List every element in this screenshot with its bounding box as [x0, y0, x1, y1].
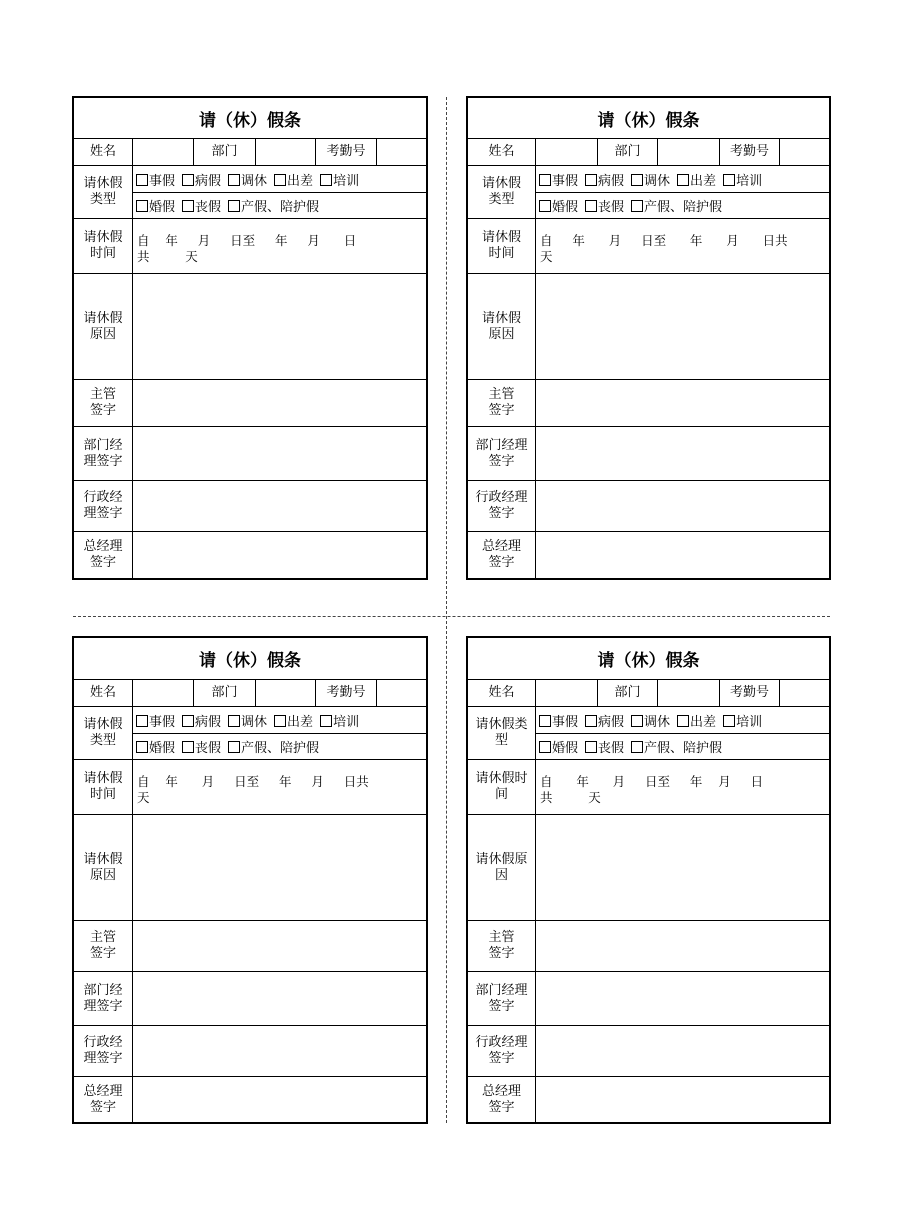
leave-type-option[interactable]: 事假: [136, 711, 175, 730]
leave-type-options-row1: [536, 166, 829, 193]
horizontal-cut-line: [73, 616, 830, 617]
department-field[interactable]: [658, 680, 720, 707]
leave-type-option[interactable]: 培训: [723, 170, 762, 189]
leave-reason-label: 请休假 原因: [74, 815, 133, 921]
general-manager-signature-field[interactable]: [133, 532, 426, 578]
leave-time-label: 请休假时 间: [468, 760, 536, 815]
checkbox-icon[interactable]: [228, 715, 240, 727]
leave-type-option[interactable]: 事假: [539, 170, 578, 189]
checkbox-icon[interactable]: [136, 200, 148, 212]
leave-reason-label: 请休假原 因: [468, 815, 536, 921]
attendance-number-label: 考勤号: [720, 139, 780, 166]
checkbox-icon[interactable]: [274, 174, 286, 186]
name-label: 姓名: [74, 680, 133, 707]
form-title: 请（休）假条: [74, 638, 426, 680]
checkbox-icon[interactable]: [585, 741, 597, 753]
admin-manager-signature-field[interactable]: [133, 481, 426, 532]
attendance-number-field[interactable]: [377, 139, 426, 166]
department-label: 部门: [598, 680, 658, 707]
leave-type-options-row2: [536, 193, 829, 219]
leave-type-label: 请休假类 型: [468, 707, 536, 760]
leave-reason-field[interactable]: [133, 815, 426, 921]
attendance-number-label: 考勤号: [316, 139, 377, 166]
supervisor-signature-field[interactable]: [536, 380, 829, 427]
leave-type-option[interactable]: 调休: [228, 170, 267, 189]
leave-type-option[interactable]: 婚假: [136, 737, 175, 756]
leave-type-option[interactable]: 丧假: [585, 196, 624, 215]
general-manager-signature-label: 总经理 签字: [74, 1077, 133, 1122]
vertical-cut-line: [446, 97, 447, 1123]
leave-type-option[interactable]: 产假、陪护假: [228, 737, 319, 756]
general-manager-signature-label: 总经理 签字: [74, 532, 133, 578]
leave-type-options-row1: [536, 707, 829, 734]
checkbox-icon[interactable]: [182, 715, 194, 727]
leave-time-label: 请休假 时间: [74, 219, 133, 274]
admin-manager-signature-field[interactable]: [133, 1026, 426, 1077]
department-manager-signature-label: 部门经理 签字: [468, 427, 536, 481]
leave-type-option[interactable]: 婚假: [136, 196, 175, 215]
leave-type-options-row1: [133, 166, 426, 193]
checkbox-icon[interactable]: [631, 741, 643, 753]
leave-time-label: 请休假 时间: [468, 219, 536, 274]
general-manager-signature-field[interactable]: [536, 1077, 829, 1122]
attendance-number-field[interactable]: [377, 680, 426, 707]
admin-manager-signature-label: 行政经 理签字: [74, 481, 133, 532]
leave-time-field[interactable]: [133, 760, 426, 815]
general-manager-signature-field[interactable]: [536, 532, 829, 578]
admin-manager-signature-label: 行政经 理签字: [74, 1026, 133, 1077]
checkbox-icon[interactable]: [585, 715, 597, 727]
checkbox-icon[interactable]: [228, 200, 240, 212]
admin-manager-signature-field[interactable]: [536, 1026, 829, 1077]
leave-type-option[interactable]: 病假: [585, 711, 624, 730]
leave-days-line: 共 天: [137, 249, 198, 264]
form-title: 请（休）假条: [468, 638, 829, 680]
leave-reason-label: 请休假 原因: [74, 274, 133, 380]
leave-type-options-row2: [133, 734, 426, 760]
leave-time-field[interactable]: [536, 760, 829, 815]
leave-type-option[interactable]: 病假: [182, 711, 221, 730]
checkbox-icon[interactable]: [539, 715, 551, 727]
supervisor-signature-field[interactable]: [133, 921, 426, 972]
leave-type-options-row2: [536, 734, 829, 760]
leave-type-label: 请休假 类型: [74, 707, 133, 760]
leave-time-line: 自 年 月 日至 年 月 日: [137, 233, 357, 248]
leave-type-option[interactable]: 产假、陪护假: [631, 196, 722, 215]
attendance-number-label: 考勤号: [720, 680, 780, 707]
attendance-number-field[interactable]: [780, 680, 829, 707]
checkbox-icon[interactable]: [136, 741, 148, 753]
checkbox-icon[interactable]: [539, 200, 551, 212]
leave-days-line: 天: [540, 249, 553, 264]
form-title: 请（休）假条: [468, 98, 829, 139]
checkbox-icon[interactable]: [320, 174, 332, 186]
supervisor-signature-label: 主管 签字: [74, 380, 133, 427]
name-label: 姓名: [468, 139, 536, 166]
leave-time-label: 请休假 时间: [74, 760, 133, 815]
form-title: 请（休）假条: [74, 98, 426, 139]
checkbox-icon[interactable]: [136, 715, 148, 727]
supervisor-signature-field[interactable]: [536, 921, 829, 972]
supervisor-signature-label: 主管 签字: [468, 921, 536, 972]
admin-manager-signature-field[interactable]: [536, 481, 829, 532]
checkbox-icon[interactable]: [585, 200, 597, 212]
general-manager-signature-label: 总经理 签字: [468, 532, 536, 578]
leave-type-label: 请休假 类型: [74, 166, 133, 219]
leave-type-option[interactable]: 产假、陪护假: [228, 196, 319, 215]
checkbox-icon[interactable]: [677, 715, 689, 727]
department-manager-signature-label: 部门经 理签字: [74, 427, 133, 481]
leave-type-option[interactable]: 出差: [274, 170, 313, 189]
department-field[interactable]: [256, 680, 316, 707]
leave-reason-field[interactable]: [536, 815, 829, 921]
leave-type-option[interactable]: 事假: [136, 170, 175, 189]
leave-type-option[interactable]: 丧假: [585, 737, 624, 756]
leave-type-options-row1: [133, 707, 426, 734]
attendance-number-label: 考勤号: [316, 680, 377, 707]
leave-form: [72, 636, 428, 1124]
supervisor-signature-label: 主管 签字: [468, 380, 536, 427]
leave-type-option[interactable]: 调休: [228, 711, 267, 730]
department-label: 部门: [194, 139, 256, 166]
leave-type-option[interactable]: 产假、陪护假: [631, 737, 722, 756]
name-field[interactable]: [133, 680, 194, 707]
leave-type-option[interactable]: 调休: [631, 711, 670, 730]
department-field[interactable]: [658, 139, 720, 166]
leave-reason-field[interactable]: [133, 274, 426, 380]
supervisor-signature-field[interactable]: [133, 380, 426, 427]
leave-reason-label: 请休假 原因: [468, 274, 536, 380]
leave-type-label: 请休假 类型: [468, 166, 536, 219]
leave-type-options-row2: [133, 193, 426, 219]
leave-type-option[interactable]: 丧假: [182, 737, 221, 756]
leave-type-option[interactable]: 出差: [677, 711, 716, 730]
department-manager-signature-field[interactable]: [133, 427, 426, 481]
checkbox-icon[interactable]: [182, 741, 194, 753]
name-label: 姓名: [468, 680, 536, 707]
leave-type-option[interactable]: 培训: [320, 711, 359, 730]
department-manager-signature-field[interactable]: [536, 427, 829, 481]
checkbox-icon[interactable]: [136, 174, 148, 186]
leave-form: [466, 636, 831, 1124]
leave-form: [72, 96, 428, 580]
checkbox-icon[interactable]: [585, 174, 597, 186]
department-manager-signature-field[interactable]: [133, 972, 426, 1026]
leave-time-field[interactable]: [133, 219, 426, 274]
leave-type-option[interactable]: 培训: [320, 170, 359, 189]
leave-type-option[interactable]: 出差: [274, 711, 313, 730]
checkbox-icon[interactable]: [228, 741, 240, 753]
admin-manager-signature-label: 行政经理 签字: [468, 481, 536, 532]
leave-type-option[interactable]: 丧假: [182, 196, 221, 215]
checkbox-icon[interactable]: [539, 174, 551, 186]
leave-time-field[interactable]: [536, 219, 829, 274]
leave-form: [466, 96, 831, 580]
leave-time-line: 自 年 月 日至 年 月 日共: [540, 233, 788, 248]
leave-type-option[interactable]: 事假: [539, 711, 578, 730]
leave-type-option[interactable]: 病假: [585, 170, 624, 189]
leave-reason-field[interactable]: [536, 274, 829, 380]
checkbox-icon[interactable]: [631, 200, 643, 212]
name-field[interactable]: [536, 680, 598, 707]
leave-time-line: 自 年 月 日至 年 月 日: [540, 774, 764, 789]
admin-manager-signature-label: 行政经理 签字: [468, 1026, 536, 1077]
checkbox-icon[interactable]: [228, 174, 240, 186]
checkbox-icon[interactable]: [631, 715, 643, 727]
leave-type-option[interactable]: 出差: [677, 170, 716, 189]
attendance-number-field[interactable]: [780, 139, 829, 166]
checkbox-icon[interactable]: [539, 741, 551, 753]
leave-type-option[interactable]: 培训: [723, 711, 762, 730]
checkbox-icon[interactable]: [631, 174, 643, 186]
leave-days-line: 天: [137, 790, 150, 805]
checkbox-icon[interactable]: [182, 174, 194, 186]
name-field[interactable]: [133, 139, 194, 166]
general-manager-signature-field[interactable]: [133, 1077, 426, 1122]
department-label: 部门: [194, 680, 256, 707]
checkbox-icon[interactable]: [274, 715, 286, 727]
department-manager-signature-label: 部门经 理签字: [74, 972, 133, 1026]
leave-type-option[interactable]: 病假: [182, 170, 221, 189]
department-manager-signature-field[interactable]: [536, 972, 829, 1026]
checkbox-icon[interactable]: [182, 200, 194, 212]
supervisor-signature-label: 主管 签字: [74, 921, 133, 972]
leave-type-option[interactable]: 调休: [631, 170, 670, 189]
leave-days-line: 共 天: [540, 790, 601, 805]
general-manager-signature-label: 总经理 签字: [468, 1077, 536, 1122]
checkbox-icon[interactable]: [677, 174, 689, 186]
checkbox-icon[interactable]: [723, 174, 735, 186]
leave-time-line: 自 年 月 日至 年 月 日共: [137, 774, 369, 789]
checkbox-icon[interactable]: [320, 715, 332, 727]
department-field[interactable]: [256, 139, 316, 166]
department-manager-signature-label: 部门经理 签字: [468, 972, 536, 1026]
department-label: 部门: [598, 139, 658, 166]
leave-type-option[interactable]: 婚假: [539, 737, 578, 756]
checkbox-icon[interactable]: [723, 715, 735, 727]
leave-type-option[interactable]: 婚假: [539, 196, 578, 215]
name-field[interactable]: [536, 139, 598, 166]
name-label: 姓名: [74, 139, 133, 166]
